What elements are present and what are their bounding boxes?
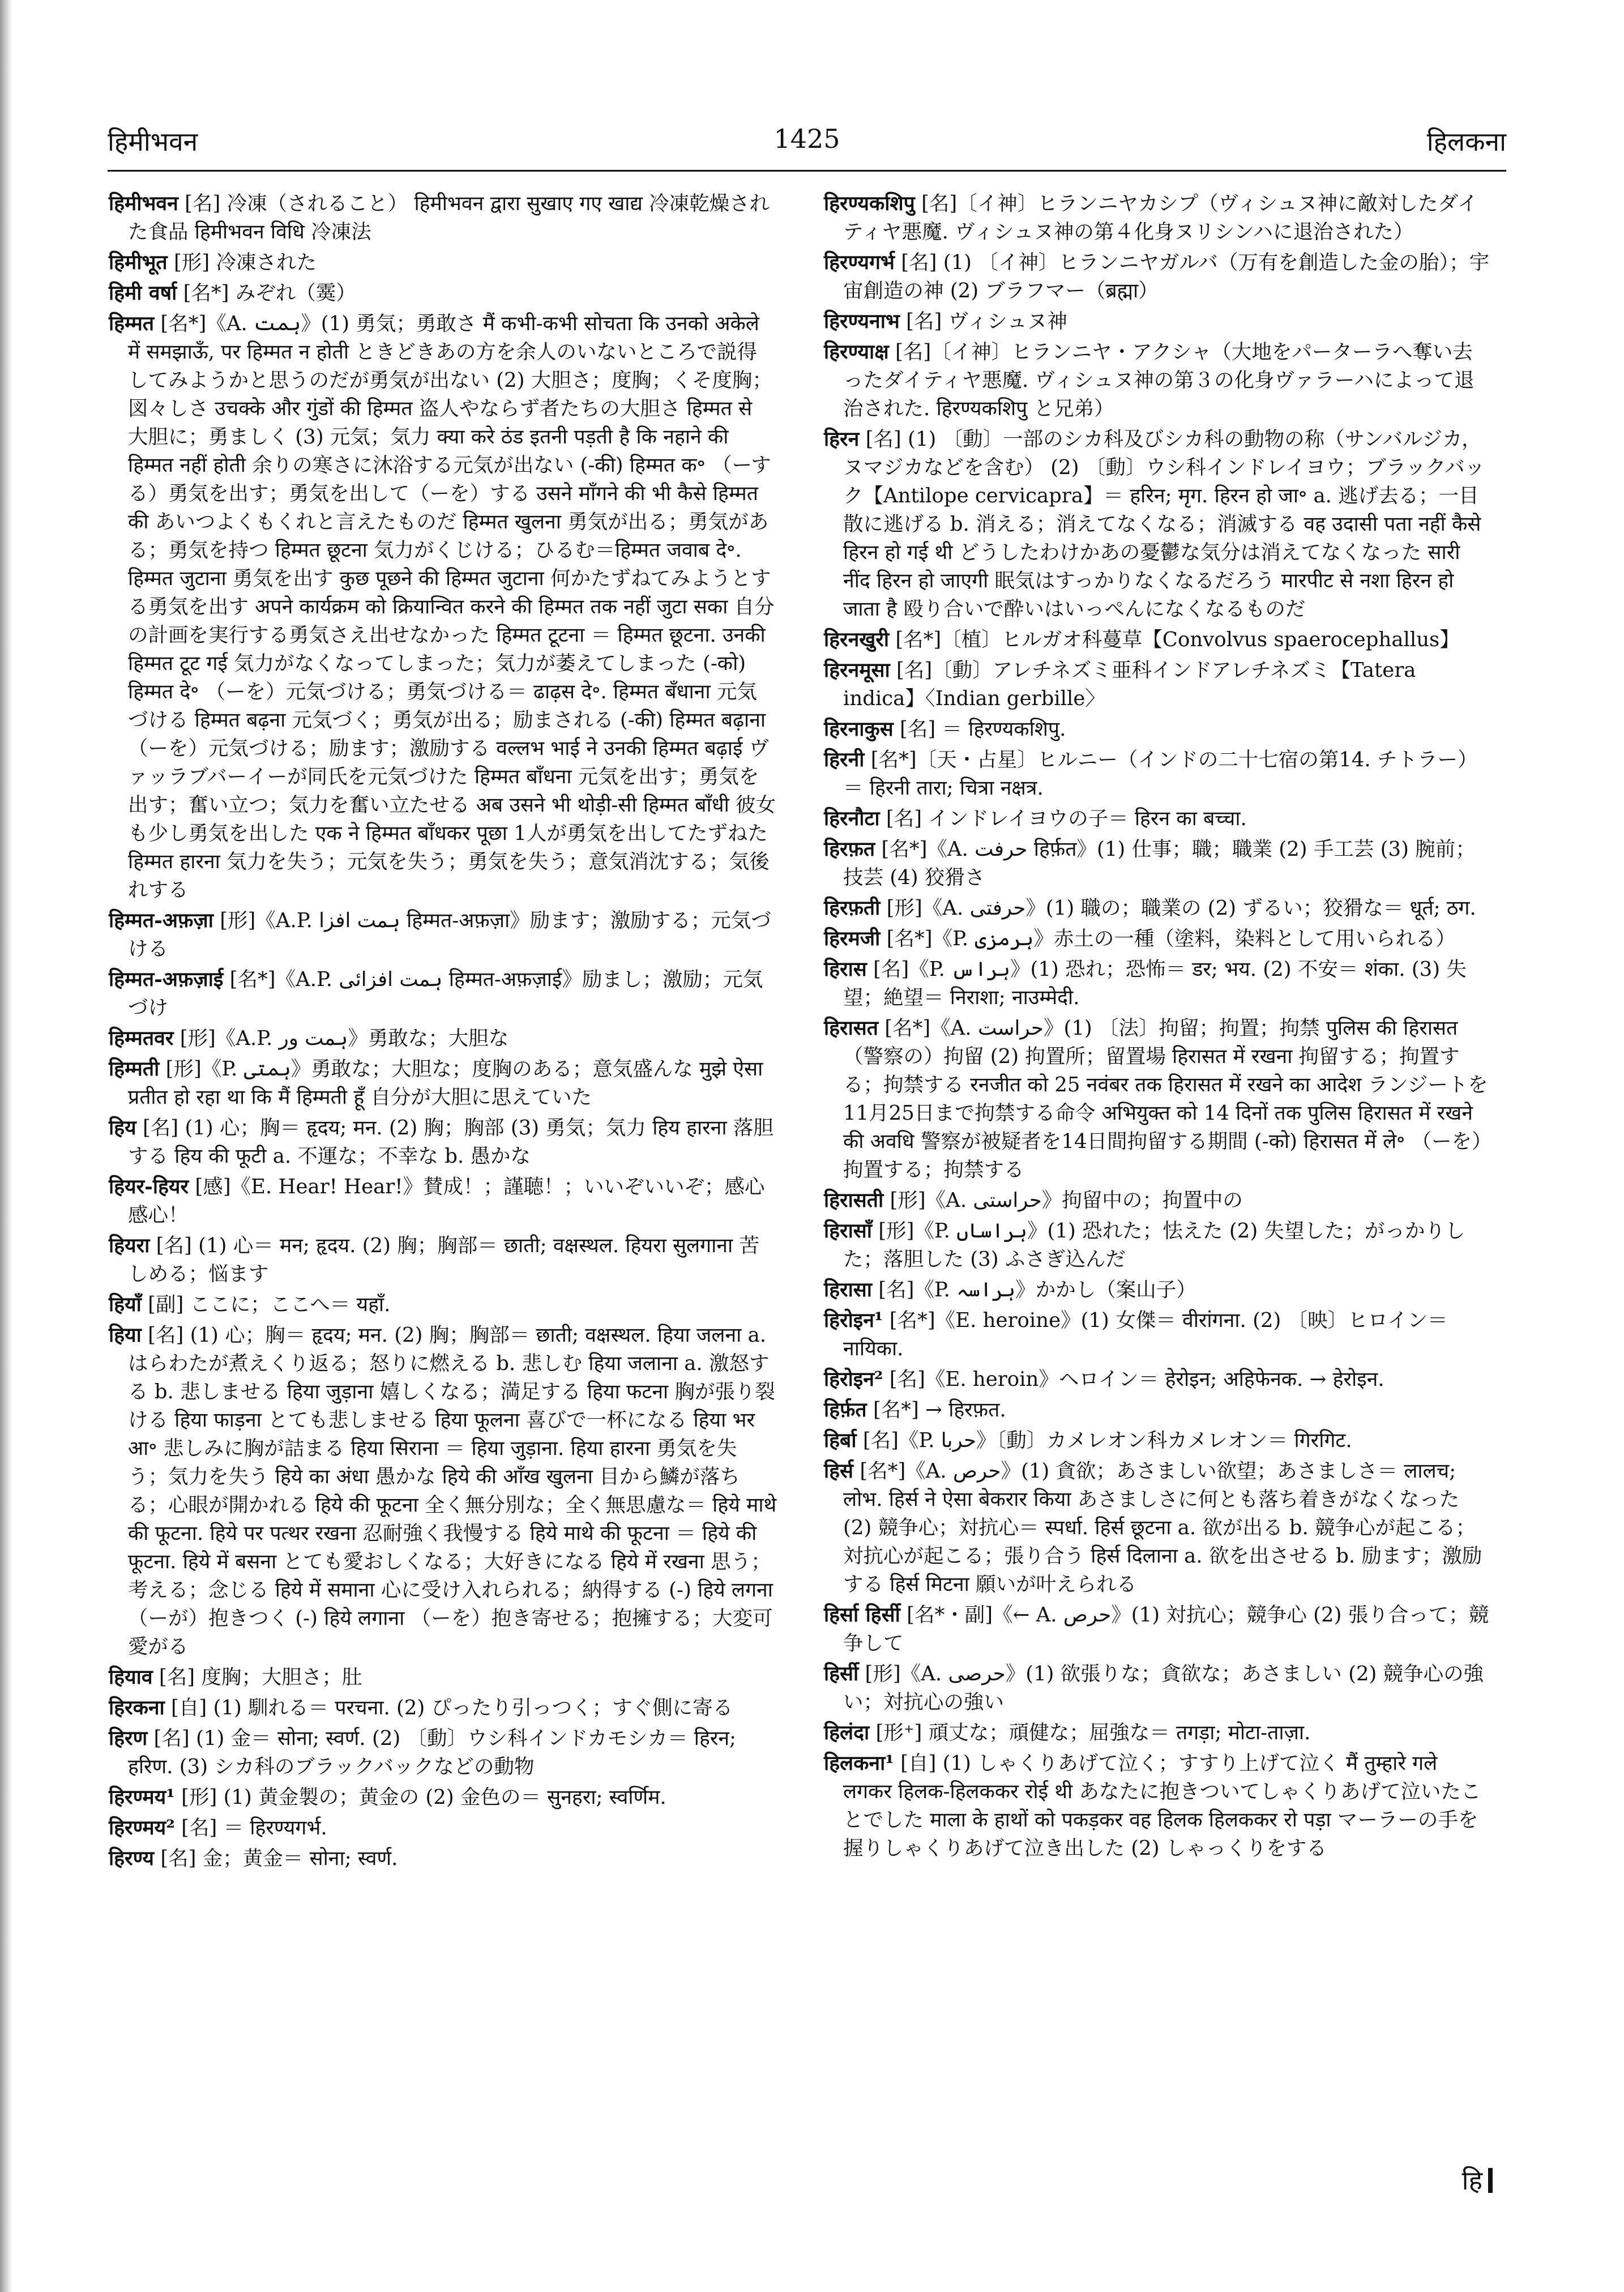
definition: [形⁺] 頑丈な；頑健な；屈強な＝ तगड़ा; मोटा-ताज़ा.	[875, 1721, 1311, 1744]
definition: [名] 冷凍（されること） हिमीभवन द्वारा सुखाए गए खाद्य 冷凍乾燥された食品 हिमीभवन विधि 冷凍法	[128, 192, 770, 244]
dictionary-entry	[824, 746, 1492, 803]
headword: हिय	[109, 1116, 136, 1139]
dictionary-entry	[824, 656, 1492, 713]
dictionary-entry	[109, 190, 777, 246]
dictionary-entry	[824, 425, 1492, 624]
header-rule	[108, 170, 1506, 172]
headword: हिमीभूत	[109, 251, 168, 274]
definition: [自] (1) しゃくりあげて泣く；すすり上げて泣く मैं तुम्हारे गले लगकर हिलक-हिलककर रोई थी あなたに抱きついてしゃくりあげて泣いたことでした माला के हाथों को पकड़कर वह हिलक हिलककर रो पड़ा マーラーの手を握りしゃくりあげて泣き出した (2) しゃっくりをする	[843, 1752, 1481, 1860]
dictionary-entry	[109, 966, 777, 1022]
dictionary-entry	[824, 308, 1492, 336]
definition: [形]《A. حرفتی》(1) 職の；職業の (2) ずるい；狡猾な＝ धूर्त; ठग.	[886, 897, 1476, 920]
dictionary-entry	[824, 1719, 1492, 1747]
dictionary-entry	[109, 1663, 777, 1692]
definition: [名]〔動〕アレチネズミ亜科インドアレチネズミ【Tatera indica】〈Indian gerbille〉	[843, 659, 1416, 710]
dictionary-entry	[109, 279, 777, 308]
headword: हिर्सा हिर्सी	[824, 1603, 900, 1627]
headword: हिम्मत-अफ़ज़ाई	[109, 968, 224, 991]
definition: [名] (1) 心＝ मन; हृदय. (2) 胸；胸部＝ छाती; वक्षस्थल. हियरा सुलगाना 苦しめる；悩ます	[128, 1234, 759, 1286]
definition: [形] 冷凍された	[173, 251, 317, 274]
headword: हिरासती	[824, 1189, 884, 1212]
headword: हिर्सी	[824, 1662, 859, 1685]
dictionary-entry	[824, 955, 1492, 1012]
definition: [名] ヴィシュヌ神	[906, 310, 1067, 333]
headword: हिलकना¹	[824, 1752, 894, 1775]
definition: [名*] みぞれ（霙）	[183, 281, 356, 305]
dictionary-entry	[824, 835, 1492, 892]
definition: [名*]《A.P. ہمت افزائی हिम्मत-अफ़ज़ाई》励まし；激励；元気づけ	[128, 968, 763, 1019]
dictionary-entry	[824, 805, 1492, 833]
headword: हिरफ़त	[824, 838, 875, 861]
headword: हिरण्य	[109, 1847, 155, 1870]
definition: [名*] → हिरफ़त.	[873, 1398, 1006, 1422]
definition: [名] 金；黄金＝ सोना; स्वर्ण.	[160, 1847, 398, 1870]
definition: [形]《P. ہمتی》勇敢な；大胆な；度胸のある；意気盛んな मुझे ऐसा प्रतीत हो रहा था कि मैं हिम्मती हूँ 自分が大胆に思えていた	[128, 1057, 763, 1109]
definition: [感]《E. Hear! Hear!》賛成！；謹聴！；いいぞいいぞ；感心感心！	[128, 1175, 765, 1227]
dictionary-entry	[109, 1055, 777, 1112]
headword: हिलंदा	[824, 1721, 870, 1744]
right-column	[824, 190, 1492, 1865]
guide-word-right: हिलकना	[1426, 126, 1506, 157]
headword: हिरण्यनाभ	[824, 310, 900, 333]
headword: हिरण्यकशिपु	[824, 192, 915, 215]
headword: हिम्मत-अफ़ज़ा	[109, 909, 213, 932]
dictionary-entry	[109, 1291, 777, 1319]
dictionary-entry	[824, 1365, 1492, 1394]
definition: [名*]〔天・占星〕ヒルニー（インドの二十七宿の第14. チトラー）＝ हिरनी तारा; चित्रा नक्षत्र.	[843, 748, 1478, 800]
headword: हिरोइन¹	[824, 1309, 883, 1332]
headword: हिरोइन²	[824, 1368, 883, 1391]
headword: हिम्मती	[109, 1057, 160, 1081]
headword: हिर्बा	[824, 1429, 857, 1452]
dictionary-entry	[824, 338, 1492, 423]
headword: हिरासत	[824, 1017, 878, 1040]
headword: हिरासा	[824, 1278, 872, 1301]
definition: [名]〔イ神〕ヒランニヤ・アクシャ（大地をパーターラへ奪い去ったダイティヤ悪魔. ヴィシュヌ神の第３の化身ヴァラーハによって退治された. हिरण्यकशिपु と兄弟）	[843, 340, 1475, 420]
dictionary-entry	[824, 1427, 1492, 1455]
definition: [名]〔イ神〕ヒランニヤカシプ（ヴィシュヌ神に敵対したダイティヤ悪魔. ヴィシュヌ神の第４化身ヌリシンハに退治された）	[843, 192, 1478, 244]
definition: [自] (1) 馴れる＝ परचना. (2) ぴったり引っつく；すぐ側に寄る	[171, 1696, 733, 1719]
headword: हिरण	[109, 1727, 148, 1750]
definition: [名*]《A. حرص》(1) 貪欲；あさましい欲望；あさましさ＝ लालच; लोभ. हिर्स ने ऐसा बेकरार किया あさましさに何とも落ち着きがなくなった (2) 競争心；対抗心＝ स्पर्धा. हिर्स छूटना a. 欲が出る b. 競争心が起こる；対抗心が起こる；張り合う हिर्स दिलाना a. 欲を出させる b. 励ます；激励する हिर्स मिटना 願いが叶えられる	[843, 1459, 1482, 1596]
definition: [名]《P. حربا》〔動〕カメレオン科カメレオン＝ गिरगिट.	[862, 1429, 1352, 1452]
dictionary-entry	[109, 1814, 777, 1842]
headword: हिम्मत	[109, 312, 155, 335]
definition: [名] (1) 〔イ神〕ヒランニヤガルバ（万有を創造した金の胎）；宇宙創造の神 (2) ブラフマー（ब्रह्मा）	[843, 251, 1490, 302]
definition: [形]《A.P. ہمت ور》勇敢な；大胆な	[180, 1027, 509, 1050]
headword: हिरनौटा	[824, 807, 880, 830]
dictionary-entry	[824, 1749, 1492, 1863]
headword: हिरनाकुस	[824, 718, 894, 741]
definition: [名] (1) 金＝ सोना; स्वर्ण. (2) 〔動〕ウシ科インドカモシカ＝ हिरन; हरिण. (3) シカ科のブラックバックなどの動物	[128, 1727, 737, 1778]
headword: हिरनखुरी	[824, 628, 890, 651]
definition: [名*・副]《← A. حرص》(1) 対抗心；競争心 (2) 張り合って；競争して	[843, 1603, 1489, 1655]
dictionary-entry	[824, 626, 1492, 654]
headword: हिरन	[824, 428, 860, 451]
headword: हिरण्मय¹	[109, 1786, 175, 1809]
headword: हिरनमूसा	[824, 659, 890, 682]
dictionary-entry	[109, 1114, 777, 1171]
dictionary-entry	[109, 310, 777, 904]
dictionary-entry	[824, 1457, 1492, 1599]
headword: हिमीभवन	[109, 192, 178, 215]
dictionary-entry	[824, 190, 1492, 246]
guide-word-left: हिमीभवन	[108, 126, 198, 157]
headword: हिरमजी	[824, 927, 881, 950]
dictionary-entry	[824, 894, 1492, 923]
headword: हिरण्मय²	[109, 1816, 175, 1839]
left-column	[109, 190, 777, 1875]
definition: [形]《A.P. ہمت افزا हिम्मत-अफ़ज़ा》励ます；激励する；元気づける	[128, 909, 771, 961]
headword: हिरकना	[109, 1696, 165, 1719]
headword: हिमी वर्षा	[109, 281, 177, 305]
definition: [名] ＝ हिरण्यकशिपु.	[900, 718, 1066, 741]
dictionary-entry	[109, 1845, 777, 1873]
definition: [名]《P. ہراس》(1) 恐れ；恐怖＝ डर; भय. (2) 不安＝ शंका. (3) 失望；絶望＝ निराशा; नाउम्मेदी.	[843, 958, 1467, 1009]
definition: [形]《A. حراستی》拘留中の；拘置中の	[890, 1189, 1243, 1212]
definition: [形]《A. حرصی》(1) 欲張りな；貪欲な；あさましい (2) 競争心の強い；対抗心の強い	[843, 1662, 1484, 1714]
headword: हिर्स	[824, 1459, 854, 1483]
dictionary-entry	[824, 925, 1492, 953]
dictionary-entry	[109, 1025, 777, 1053]
dictionary-entry	[824, 1307, 1492, 1363]
headword: हियाँ	[109, 1293, 142, 1316]
definition: [名*]《E. heroine》(1) 女傑＝ वीरांगना. (2) 〔映〕ヒロイン＝ नायिका.	[843, 1309, 1448, 1360]
thumb-index-label: हि	[1461, 2165, 1482, 2196]
definition: [名*]《A. حرفت हिर्फ़त》(1) 仕事；職；職業 (2) 手工芸 (3) 腕前；技芸 (4) 狡猾さ	[843, 838, 1476, 889]
headword: हियाव	[109, 1666, 153, 1689]
dictionary-entry	[824, 1186, 1492, 1215]
page-number: 1425	[773, 123, 840, 154]
dictionary-entry	[109, 1232, 777, 1288]
definition: [形]《P. ہراساں》(1) 恐れた；怯えた (2) 失望した；がっかりした；落胆した (3) ふさぎ込んだ	[843, 1219, 1465, 1271]
dictionary-entry	[824, 1396, 1492, 1424]
headword: हिरास	[824, 958, 867, 981]
definition: [形] (1) 黄金製の；黄金の (2) 金色の＝ सुनहरा; स्वर्णिम.	[181, 1786, 666, 1809]
dictionary-entry	[824, 1601, 1492, 1658]
dictionary-entry	[109, 1694, 777, 1722]
headword: हियर-हियर	[109, 1175, 189, 1198]
headword: हिरनी	[824, 748, 865, 771]
thumb-index-bar	[1488, 2168, 1493, 2193]
dictionary-entry	[109, 249, 777, 277]
dictionary-entry	[109, 1783, 777, 1812]
dictionary-entry	[109, 1321, 777, 1661]
headword: हिम्मतवर	[109, 1027, 174, 1050]
headword: हिरण्यगर्भ	[824, 251, 895, 274]
dictionary-entry	[109, 1725, 777, 1781]
dictionary-entry	[824, 249, 1492, 305]
definition: [副] ここに；ここへ＝ यहाँ.	[148, 1293, 391, 1316]
headword: हिरासाँ	[824, 1219, 872, 1243]
scan-edge-shadow	[0, 0, 12, 2292]
definition: [名*]〔植〕ヒルガオ科蔓草【Convolvus spaerocephallus】	[895, 628, 1460, 651]
dictionary-entry	[824, 1014, 1492, 1184]
definition: [名] (1) 〔動〕一部のシカ科及びシカ科の動物の称（サンバルジカ，ヌマジカなどを含む） (2) 〔動〕ウシ科インドレイヨウ；ブラックバック【Antilope cervicapra】＝ हरिन; मृग. हिरन हो जा॰ a. 逃げ去る；一目散に逃げる b. 消える；消えてなくなる；消滅する वह उदासी पता नहीं कैसे हिरन हो गई थी どうしたわけかあの憂鬱な気分は消えてなくなった सारी नींद हिरन हो जाएगी 眠気はすっかりなくなるだろう मारपीट से नशा हिरन हो जाता है 殴り合いで酔いはいっぺんになくなるものだ	[843, 428, 1485, 621]
headword: हियरा	[109, 1234, 150, 1257]
definition: [名*]《A. حراست》(1) 〔法〕拘留；拘置；拘禁 पुलिस की हिरासत （警察の）拘留 (2) 拘置所；留置場 हिरासत में रखना 拘留する；拘置する；拘禁する रनजीत को 25 नवंबर तक हिरासत में रखने का आदेश ランジートを11月25日まで拘禁する命令 अभियुक्त को 14 दिनों तक पुलिस हिरासत में रखने की अवधि 警察が被疑者を14日間拘留する期間 (-को) हिरासत में ले॰ （ーを）拘置する；拘禁する	[843, 1017, 1492, 1181]
definition: [名] (1) 心；胸＝ हृदय; मन. (2) 胸；胸部 (3) 勇気；気力 हिय हारना 落胆する हिय की फूटी a. 不運な；不幸な b. 愚かな	[128, 1116, 773, 1168]
dictionary-entry	[109, 1173, 777, 1230]
definition: [名] ＝ हिरण्यगर्भ.	[181, 1816, 327, 1839]
dictionary-entry	[824, 1660, 1492, 1717]
running-head	[108, 123, 1506, 169]
dictionary-entry	[824, 715, 1492, 744]
headword: हिया	[109, 1324, 142, 1347]
definition: [名] 度胸；大胆さ；肚	[159, 1666, 362, 1689]
definition: [名]《E. heroin》ヘロイン＝ हेरोइन; अहिफेनक. → हेरोइन.	[889, 1368, 1384, 1391]
definition: [名*]《A. ہمت》(1) 勇気；勇敢さ मैं कभी-कभी सोचता कि उनको अकेले में समझाऊँ, पर हिम्मत न होती ときどきあの方を余人のいないところで説得してみようかと思うのだが勇気が出ない (2) 大胆さ；度胸；くそ度胸；図々しさ उचक्के और गुंडों की हिम्मत 盗人やならず者たちの大胆さ हिम्मत से 大胆に；勇ましく (3) 元気；気力 क्या करे ठंड इतनी पड़ती है कि नहाने की हिम्मत नहीं होती 余りの寒さに沐浴する元気が出ない (-की) हिम्मत क॰ （ーする）勇気を出す；勇気を出して（ーを）する उसने माँगने की भी कैसे हिम्मत की あいつよくもくれと言えたものだ हिम्मत खुलना 勇気が出る；勇気がある；勇気を持つ हिम्मत छूटना 気力がくじける；ひるむ＝हिम्मत जवाब दे॰. हिम्मत जुटाना 勇気を出す कुछ पूछने की हिम्मत जुटाना 何かたずねてみようとする勇気を出す अपने कार्यक्रम को क्रियान्वित करने की हिम्मत तक नहीं जुटा सका 自分の計画を実行する勇気さえ出せなかった हिम्मत टूटना ＝ हिम्मत छूटना. उनकी हिम्मत टूट गई 気力がなくなってしまった；気力が萎えてしまった (-को) हिम्मत दे॰ （ーを）元気づける；勇気づける＝ ढाढ़स दे॰. हिम्मत बँधाना 元気づける हिम्मत बढ़ना 元気づく；勇気が出る；励まされる (-की) हिम्मत बढ़ाना （ーを）元気づける；励ます；激励する वल्लभ भाई ने उनकी हिम्मत बढ़ाई ヴァッラブバーイーが同氏を元気づけた हिम्मत बाँधना 元気を出す；勇気を出す；奮い立つ；気力を奮い立たせる अब उसने भी थोड़ी-सी हिम्मत बाँधी 彼女も少し勇気を出した एक ने हिम्मत बाँधकर पूछा 1人が勇気を出してたずねた हिम्मत हारना 気力を失う；元気を失う；勇気を失う；意気消沈する；気後れする	[128, 312, 776, 902]
dictionary-entry	[824, 1276, 1492, 1304]
definition: [名*]《P. ہرمزی》赤土の一種（塗料，染料として用いられる）	[886, 927, 1456, 950]
definition: [名] (1) 心；胸＝ हृदय; मन. (2) 胸；胸部＝ छाती; वक्षस्थल. हिया जलना a. はらわたが煮えくり返る；怒りに燃える b. 悲しむ हिया जलाना a. 激怒する b. 悲しませる हिया जुड़ाना 嬉しくなる；満足する हिया फटना 胸が張り裂ける हिया फाड़ना とても悲しませる हिया फूलना 喜びで一杯になる हिया भर आ॰ 悲しみに胸が詰まる हिया सिराना ＝ हिया जुड़ाना. हिया हारना 勇気を失う；気力を失う हिये का अंधा 愚かな हिये की आँख खुलना 目から鱗が落ちる；心眼が開かれる हिये की फूटना 全く無分別な；全く無思慮な＝ हिये माथे की फूटना. हिये पर पत्थर रखना 忍耐強く我慢する हिये माथे की फूटना ＝ हिये की फूटना. हिये में बसना とても愛おしくなる；大好きになる हिये में रखना 思う；考える；念じる हिये में समाना 心に受け入れられる；納得する (-) हिये लगना （ーが）抱きつく (-) हिये लगाना （ーを）抱き寄せる；抱擁する；大変可愛がる	[128, 1324, 777, 1658]
headword: हिरण्याक्ष	[824, 340, 889, 364]
thumb-index	[1462, 2162, 1493, 2197]
definition: [名]《P. ہراسہ》かかし（案山子）	[878, 1278, 1196, 1301]
definition: [名] インドレイヨウの子＝ हिरन का बच्चा.	[886, 807, 1247, 830]
dictionary-entry	[109, 907, 777, 963]
dictionary-entry	[824, 1217, 1492, 1274]
headword: हिरफ़ती	[824, 897, 881, 920]
headword: हिर्फ़त	[824, 1398, 867, 1422]
